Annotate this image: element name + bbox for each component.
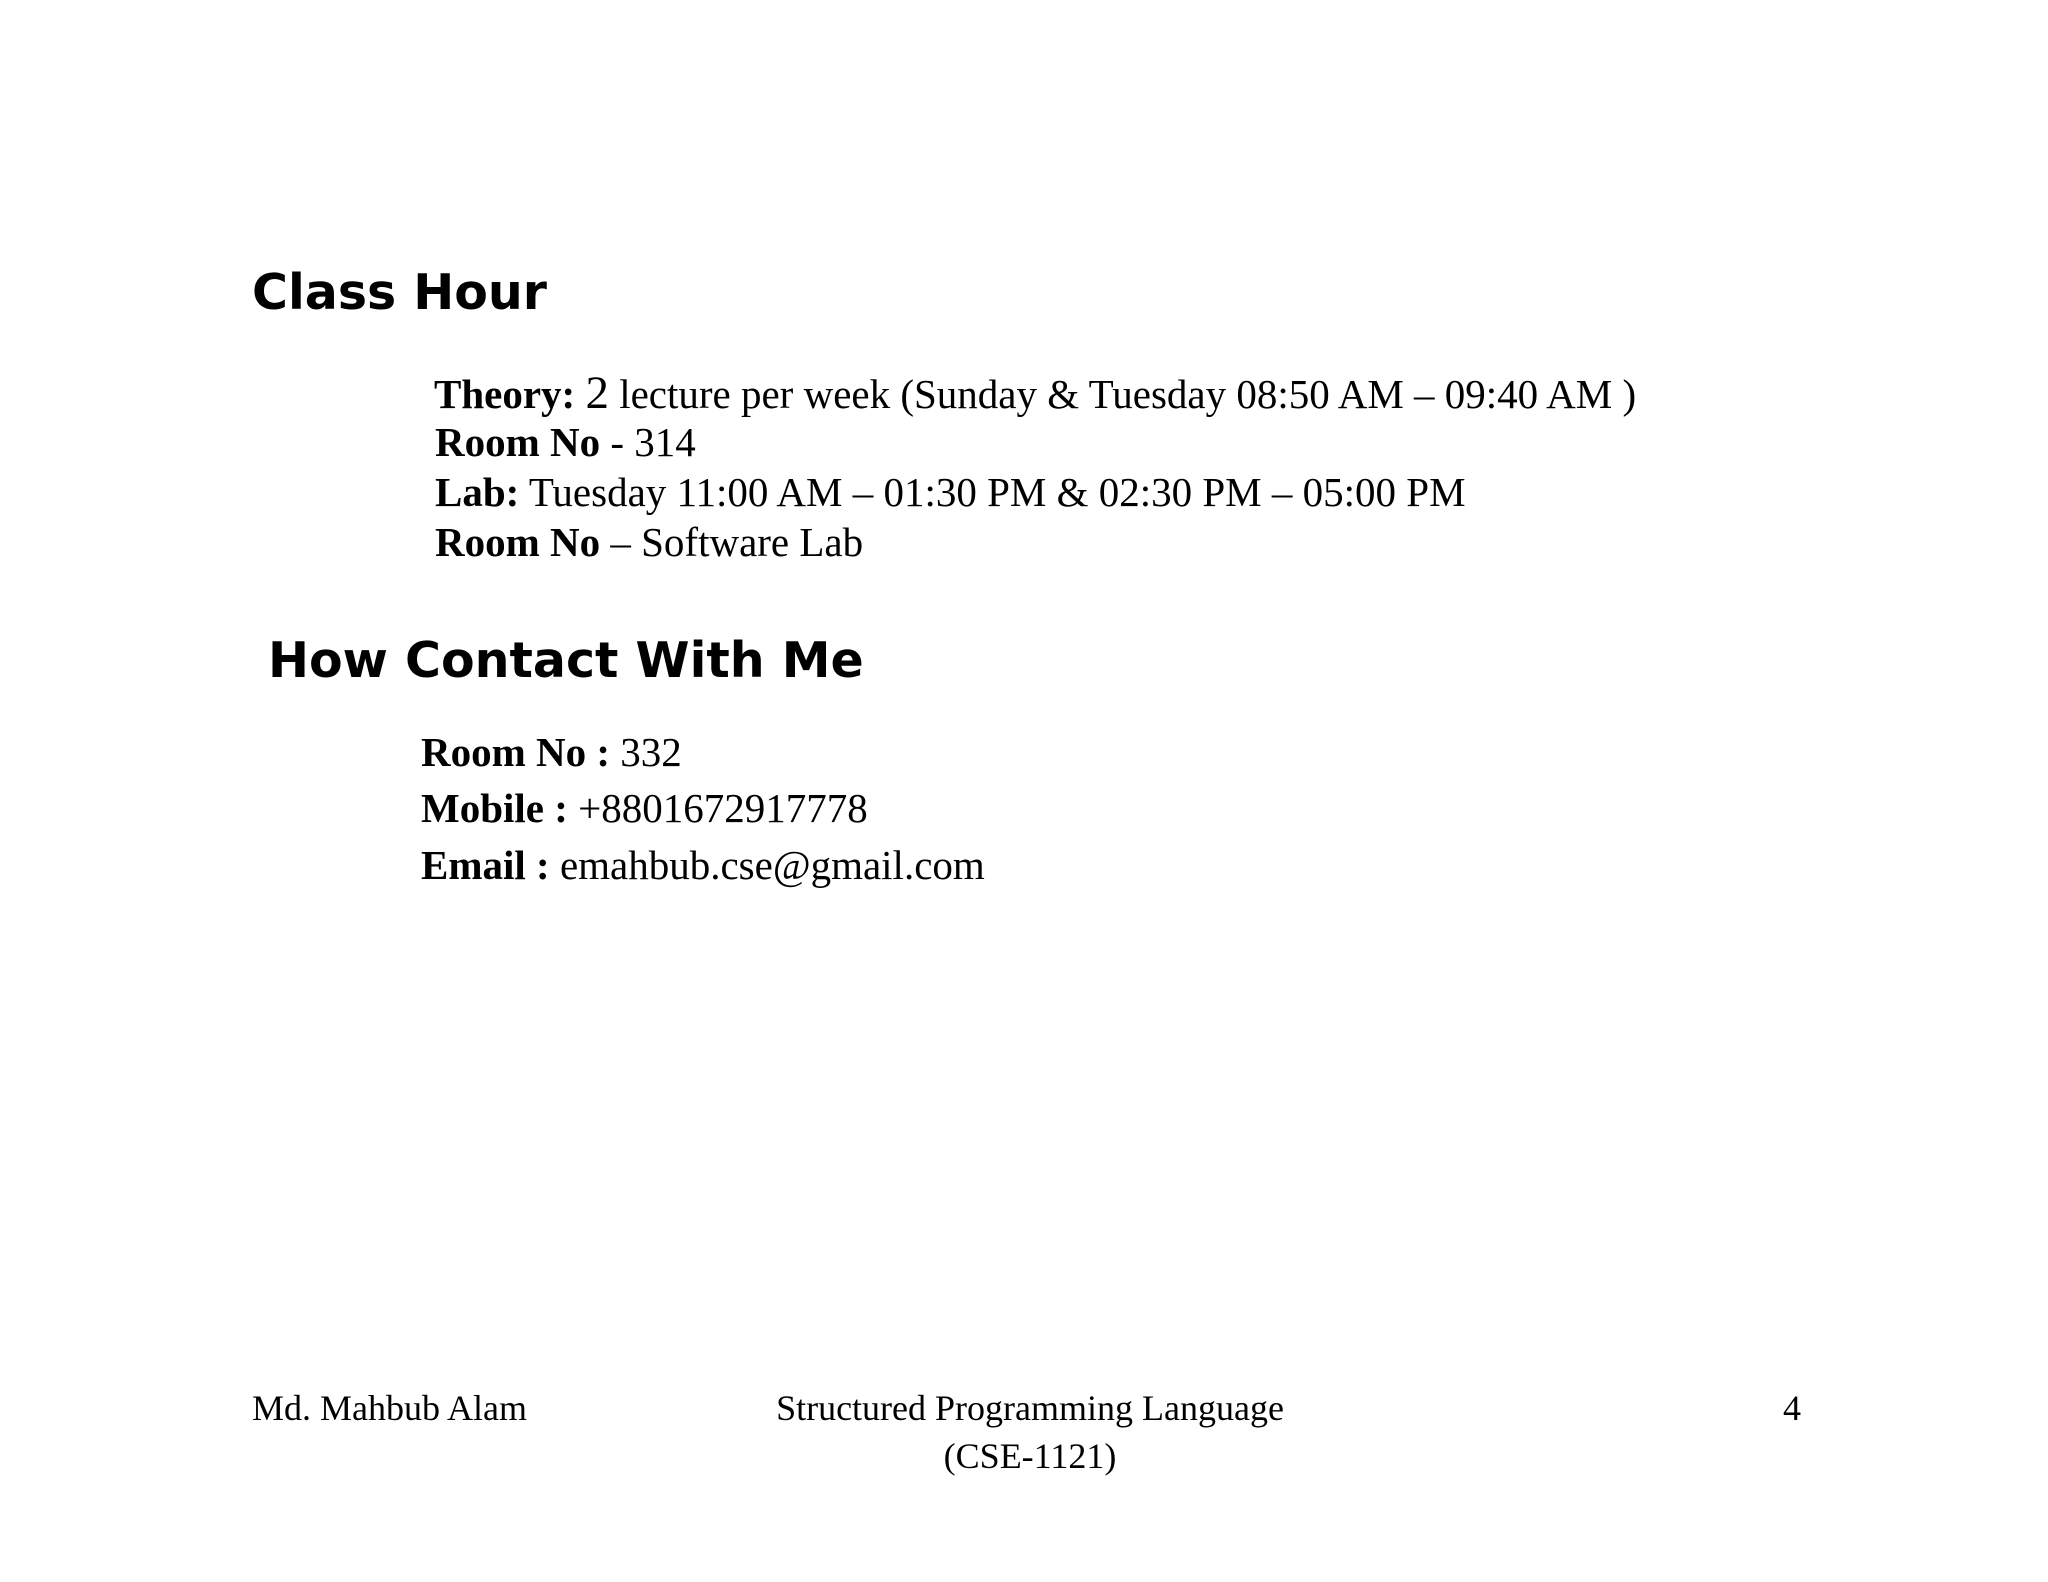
room-label-1: Room No (435, 419, 601, 465)
footer-course (760, 1384, 1300, 1480)
theory-text: lecture per week (Sunday & Tuesday 08:50 AM – 09:40 AM ) (608, 371, 1637, 417)
lab-label: Lab: (435, 469, 520, 515)
lab-value: Tuesday 11:00 AM – 01:30 PM & 02:30 PM – 05:00 PM (519, 469, 1466, 515)
footer-course-code: (CSE-1121) (943, 1436, 1117, 1476)
theory-count: 2 (585, 367, 609, 419)
contact-room-label: Room No : (421, 729, 611, 775)
lab-line (435, 469, 1466, 515)
email-value: emahbub.cse@gmail.com (549, 842, 985, 888)
class-hour-heading: Class Hour (252, 264, 547, 321)
footer-course-title: Structured Programming Language (776, 1388, 1284, 1428)
mobile-value: +8801672917778 (567, 785, 868, 831)
email-label: Email : (421, 842, 550, 888)
theory-label: Theory: (434, 371, 576, 417)
room-value-2: – Software Lab (600, 519, 864, 565)
contact-room-value: 332 (610, 729, 682, 775)
room-label-2: Room No (435, 519, 601, 565)
contact-heading: How Contact With Me (268, 632, 864, 689)
page-number: 4 (1783, 1388, 1801, 1428)
email-line (421, 842, 985, 888)
mobile-label: Mobile : (421, 785, 568, 831)
footer-author: Md. Mahbub Alam (252, 1388, 527, 1428)
room-line-2 (435, 519, 864, 565)
room-line-1 (435, 419, 696, 465)
theory-line (434, 367, 1637, 419)
mobile-line (421, 785, 868, 831)
contact-room-line (421, 729, 682, 775)
room-value-1: - 314 (600, 419, 696, 465)
